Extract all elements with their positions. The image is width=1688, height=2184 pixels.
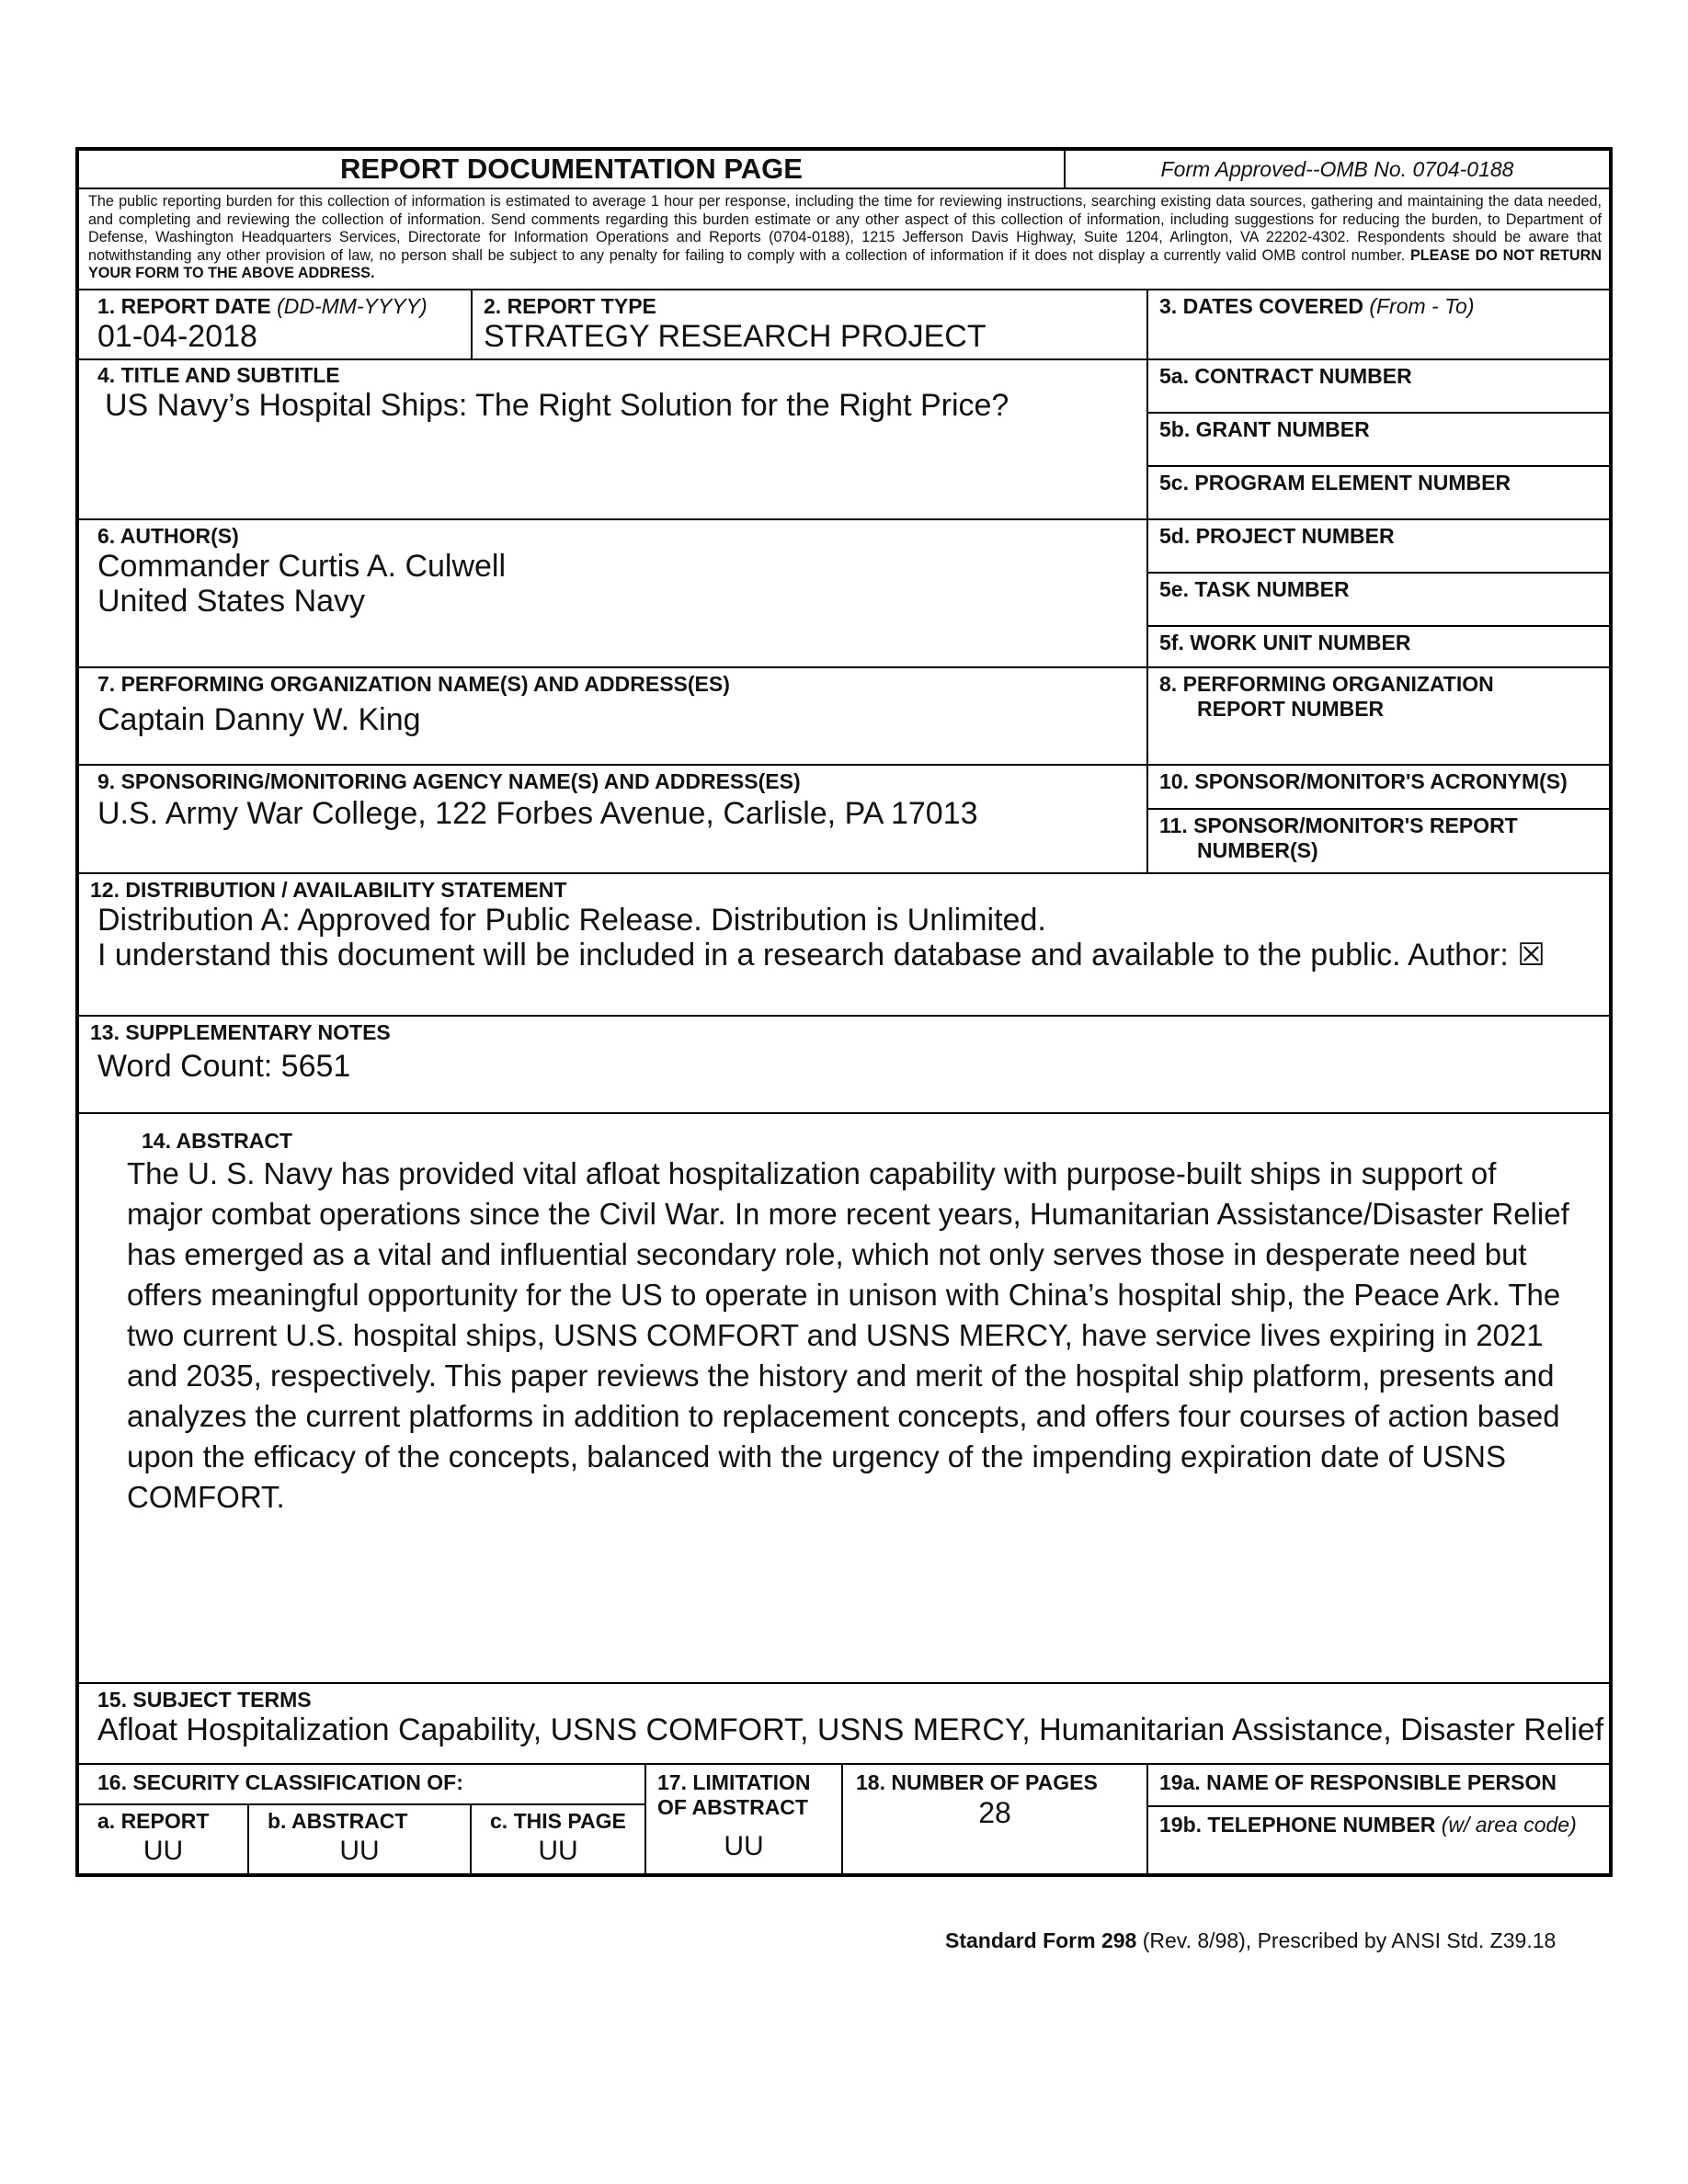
abstract-text: The U. S. Navy has provided vital afloat hospitalization capability with purpose-built ships in support of major combat operations since the Civil War. In more recent years, Humanitarian Assistance/Disaster Relief has emerged as a vital and influential secondary role, which not only serves those in desperate need but offers meaningful opportunity for the US to operate in unison with China’s hospital ship, the Peace Ark. The two current U.S. hospital ships, USNS COMFORT and USNS MERCY, have service lives expiring in 2021 and 2035, respectively. This paper reviews the history and merit of the hospital ship platform, presents and analyzes the current platforms in addition to replacement concepts, and offers four courses of action based upon the efficacy of the concepts, balanced with the urgency of the impending expiration date of USNS COMFORT. [127, 1156, 1569, 1514]
author-service: United States Navy [97, 584, 366, 619]
performing-org-value: Captain Danny W. King [97, 702, 421, 737]
standard-form-footer [945, 1928, 1556, 1953]
report-type-cell[interactable] [473, 290, 1148, 360]
form-title: REPORT DOCUMENTATION PAGE [340, 153, 803, 185]
report-date-label: 1. REPORT DATE [97, 294, 271, 318]
omb-cell [1066, 151, 1609, 189]
telephone-label: 19b. TELEPHONE NUMBER [1159, 1813, 1436, 1837]
task-number-cell[interactable] [1148, 574, 1609, 627]
title-cell[interactable] [79, 360, 1148, 520]
pages-cell[interactable] [843, 1765, 1148, 1877]
program-element-cell[interactable] [1148, 467, 1609, 520]
limitation-label: 17. LIMITATION [657, 1770, 811, 1794]
telephone-cell[interactable] [1148, 1807, 1609, 1877]
dates-covered-cell[interactable] [1148, 290, 1609, 360]
security-classification-label: 16. SECURITY CLASSIFICATION OF: [97, 1770, 463, 1794]
sponsor-report-label-2: NUMBER(S) [1197, 838, 1318, 862]
report-type-value: STRATEGY RESEARCH PROJECT [484, 319, 987, 354]
performing-report-label: 8. PERFORMING ORGANIZATION [1159, 672, 1494, 696]
program-element-label: 5c. PROGRAM ELEMENT NUMBER [1159, 471, 1511, 495]
project-number-cell[interactable] [1148, 520, 1609, 574]
standard-form-name: Standard Form 298 [945, 1928, 1137, 1952]
report-documentation-form [75, 147, 1613, 1877]
burden-notice [79, 189, 1609, 290]
authors-cell[interactable] [79, 520, 1148, 668]
project-number-label: 5d. PROJECT NUMBER [1159, 524, 1395, 548]
standard-form-revision: (Rev. 8/98), Prescribed by ANSI Std. Z39.18 [1136, 1928, 1557, 1952]
telephone-hint: (w/ area code) [1441, 1813, 1577, 1837]
grant-number-cell[interactable] [1148, 414, 1609, 467]
security-abstract-value: UU [339, 1836, 380, 1866]
security-report-cell[interactable] [79, 1805, 249, 1877]
responsible-person-label: 19a. NAME OF RESPONSIBLE PERSON [1159, 1770, 1557, 1794]
sponsoring-value: U.S. Army War College, 122 Forbes Avenue, Carlisle, PA 17013 [97, 796, 978, 831]
task-number-label: 5e. TASK NUMBER [1159, 577, 1350, 601]
security-abstract-label: b. ABSTRACT [268, 1809, 408, 1833]
limitation-value: UU [724, 1831, 764, 1861]
form-title-cell [79, 151, 1066, 189]
sponsor-report-label: 11. SPONSOR/MONITOR'S REPORT [1159, 813, 1518, 837]
subject-terms-label: 15. SUBJECT TERMS [97, 1688, 312, 1712]
performing-report-cell[interactable] [1148, 668, 1609, 766]
sponsoring-cell[interactable] [79, 766, 1148, 874]
abstract-label: 14. ABSTRACT [142, 1129, 292, 1153]
burden-text: The public reporting burden for this collection of information is estimated to average 1 hour per response, including the time for reviewing instructions, searching existing data sources, gathering and maintaining the data needed, and completing and reviewing the collection of information. Send comments regarding this burden estimate or any other aspect of this collection of information, including suggestions for reducing the burden, to Department of Defense, Washington Headquarters Services, Directorate for Information Operations and Reports (0704-0188), 1215 Jefferson Davis Highway, Suite 1204, Arlington, VA 22202-4302. Respondents should be aware that notwithstanding any other provision of law, no person shall be subject to any penalty for failing to comply with a collection of information if it does not display a currently valid OMB control number. [88, 193, 1602, 264]
performing-org-label: 7. PERFORMING ORGANIZATION NAME(S) AND ADDRESS(ES) [97, 672, 730, 696]
title-value: US Navy’s Hospital Ships: The Right Solution for the Right Price? [105, 388, 1009, 423]
report-type-label: 2. REPORT TYPE [484, 294, 656, 318]
work-unit-cell[interactable] [1148, 627, 1609, 668]
limitation-cell[interactable] [646, 1765, 843, 1877]
pages-label: 18. NUMBER OF PAGES [856, 1770, 1098, 1794]
dates-covered-hint: (From - To) [1369, 294, 1475, 318]
distribution-line-2: I understand this document will be included in a research database and available to the public. Author: ☒ [97, 938, 1545, 973]
author-name: Commander Curtis A. Culwell [97, 549, 507, 584]
limitation-label-2: OF ABSTRACT [657, 1795, 808, 1819]
report-date-cell[interactable] [79, 290, 473, 360]
sponsoring-label: 9. SPONSORING/MONITORING AGENCY NAME(S) AND ADDRESS(ES) [97, 769, 801, 793]
grant-number-label: 5b. GRANT NUMBER [1159, 417, 1370, 441]
title-label: 4. TITLE AND SUBTITLE [97, 363, 340, 387]
supplementary-cell[interactable] [79, 1017, 1609, 1114]
authors-label: 6. AUTHOR(S) [97, 524, 239, 548]
sponsor-report-cell[interactable] [1148, 810, 1609, 874]
security-abstract-cell[interactable] [249, 1805, 472, 1877]
omb-number: Form Approved--OMB No. 0704-0188 [1160, 157, 1514, 181]
sponsor-acronym-label: 10. SPONSOR/MONITOR'S ACRONYM(S) [1159, 769, 1568, 793]
performing-report-label-2: REPORT NUMBER [1197, 697, 1385, 721]
supplementary-label: 13. SUPPLEMENTARY NOTES [90, 1020, 391, 1044]
word-count: Word Count: 5651 [97, 1049, 351, 1084]
distribution-label: 12. DISTRIBUTION / AVAILABILITY STATEMENT [90, 878, 567, 902]
distribution-line-1: Distribution A: Approved for Public Release. Distribution is Unlimited. [97, 903, 1046, 938]
security-report-value: UU [143, 1836, 184, 1866]
distribution-cell[interactable] [79, 874, 1609, 1017]
subject-terms-cell[interactable] [79, 1684, 1609, 1765]
contract-number-cell[interactable] [1148, 360, 1609, 414]
security-classification-cell [79, 1765, 646, 1805]
security-report-label: a. REPORT [97, 1809, 210, 1833]
contract-number-label: 5a. CONTRACT NUMBER [1159, 364, 1412, 388]
security-this-page-value: UU [538, 1836, 578, 1866]
responsible-person-cell[interactable] [1148, 1765, 1609, 1807]
performing-org-cell[interactable] [79, 668, 1148, 766]
abstract-cell[interactable] [79, 1114, 1609, 1684]
dates-covered-label: 3. DATES COVERED [1159, 294, 1363, 318]
report-date-value: 01-04-2018 [97, 319, 257, 354]
report-date-hint: (DD-MM-YYYY) [277, 294, 428, 318]
sponsor-acronym-cell[interactable] [1148, 766, 1609, 810]
pages-value: 28 [978, 1796, 1011, 1829]
subject-terms-value: Afloat Hospitalization Capability, USNS COMFORT, USNS MERCY, Humanitarian Assistance, Disaster Relief [97, 1712, 1604, 1747]
security-this-page-cell[interactable] [472, 1805, 646, 1877]
security-this-page-label: c. THIS PAGE [490, 1809, 626, 1833]
work-unit-label: 5f. WORK UNIT NUMBER [1159, 631, 1411, 654]
burden-bold-text: PLEASE DO NOT RETURN YOUR FORM TO THE ABOVE ADDRESS. [88, 246, 1602, 282]
